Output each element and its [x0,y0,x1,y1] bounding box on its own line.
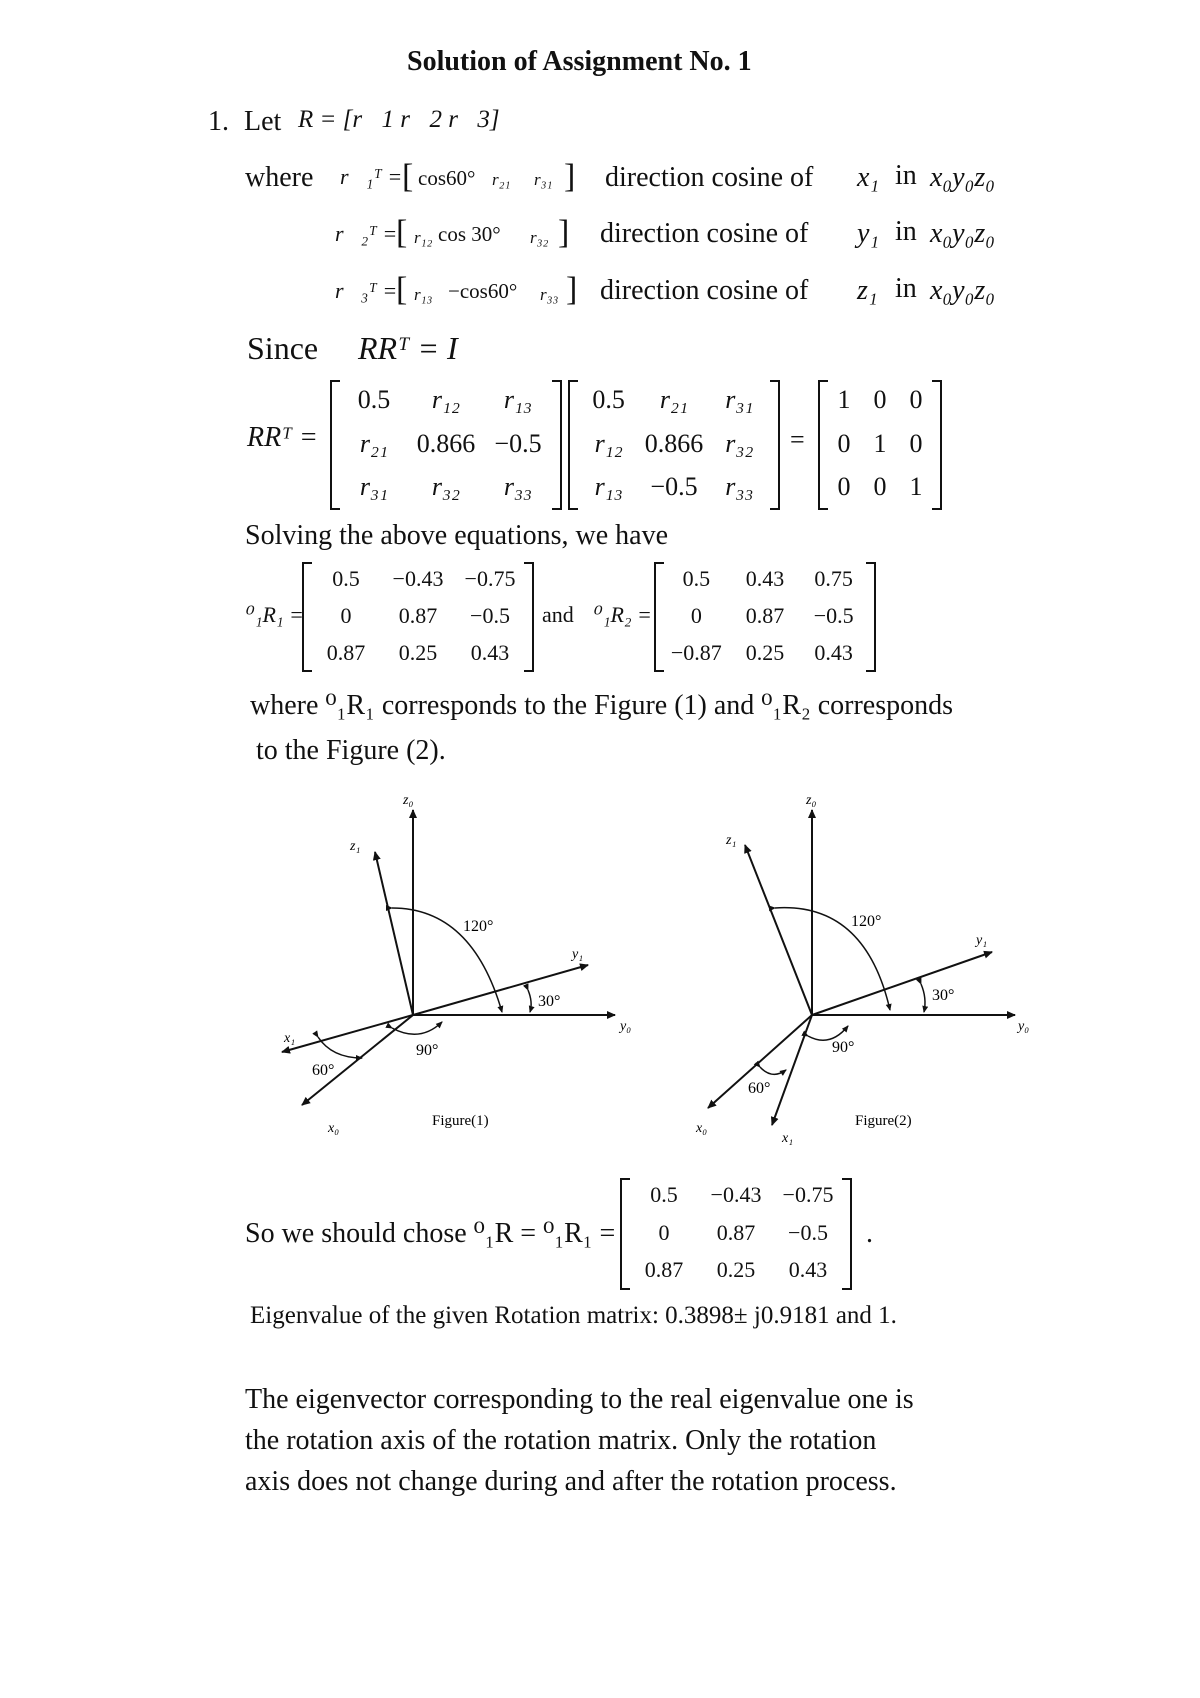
fig2-x0: x₀ [696,1121,708,1136]
r3-axis: z₁ [857,275,878,306]
chose-text: So we should chose ⁰₁R = ⁰₁R₁ = [245,1218,616,1249]
matrix-cell: 0.87 [716,1219,756,1245]
matrix-cell: 0 [837,471,851,501]
matrix-cell: 0.5 [682,566,711,592]
fig1-z1: z₁ [350,839,361,854]
bracket-left: [ [402,158,414,195]
r2-e1: r₁₂ [414,228,433,247]
matrix-cell: −0.5 [494,428,542,458]
r1-e1: cos60° [418,166,476,190]
matrix-cell: 0.5 [650,1182,678,1208]
page-title: Solution of Assignment No. 1 [407,46,752,77]
matrix-cell: 0.87 [644,1257,684,1283]
matrix-rrt-right [568,380,780,510]
fig2-a90: 90° [832,1039,855,1056]
axis-z1 [745,845,812,1015]
matrix-cell: r₁₃ [594,471,623,501]
matrix-cell: 0 [837,428,851,458]
bracket-left: [ [396,271,408,308]
matrix-cell: 0.25 [398,639,438,665]
fig2-a120: 120° [851,913,882,930]
where-word: where [245,162,314,193]
matrix-cell: −0.75 [464,566,516,592]
fig1-y0: y₀ [620,1019,632,1034]
matrix-cell: 1 [873,428,887,458]
matrix-cell: 0 [873,385,887,415]
matrix-cell: r₃₃ [725,471,754,501]
axis-y1 [812,952,992,1015]
fig2-a60: 60° [748,1080,771,1097]
matrix-cell: −0.43 [392,566,444,592]
axis-x1 [772,1015,812,1125]
fig1-y1: y₁ [572,947,584,962]
matrix-cell: 0.5 [592,385,625,415]
matrix-cell: 0.5 [332,566,360,592]
matrix-cell: 0.866 [416,428,476,458]
conclusion-line-1: The eigenvector corresponding to the real eigenvalue one is [245,1384,914,1415]
r2-axis: y₁ [857,218,880,249]
matrix-cell: 0 [658,1219,670,1245]
conclusion-line-2: the rotation axis of the rotation matrix. Only the rotation [245,1425,877,1456]
matrix-cell: 0 [909,385,923,415]
r2-in: in [895,216,917,247]
matrix-cell: 0 [909,428,923,458]
matrix-cell: 0.43 [788,1257,828,1283]
since-equation: RRᵀ = I [358,330,458,366]
matrix-cell: 0 [873,471,887,501]
fig1-caption: Figure(1) [432,1113,489,1129]
r1-in: in [895,160,917,191]
matrix-cell: r₂₁ [659,385,689,415]
r1-e2: r₂₁ [492,170,511,189]
fig2-y1: y₁ [976,933,988,948]
matrix-cell: 0.43 [470,639,510,665]
R2-label: ⁰₁R₂ = [594,602,652,627]
fig2-z1: z₁ [726,833,737,848]
R1-label: ⁰₁R₁ = [246,602,304,627]
matrix-identity [818,380,942,510]
eigenvalue-line: Eigenvalue of the given Rotation matrix: 0.3898± j0.9181 and 1. [250,1302,897,1329]
matrix-cell: r₂₁ [359,428,389,458]
arc-90 [392,1022,442,1034]
r3-desc: direction cosine of [600,275,809,306]
matrix-cell: 0.25 [716,1257,756,1283]
matrix-cell: 0 [690,603,702,629]
r2-lhs: r⃗₂ᵀ = [335,221,398,246]
matrix-cell: r₃₁ [725,385,754,415]
r2-e2: cos 30° [438,222,501,246]
matrix-cell: r₃₃ [503,471,533,501]
matrix-cell: 0.87 [398,603,438,629]
matrix-cell: r₁₂ [431,385,461,415]
matrix-rrt-left [330,380,562,510]
axis-z1 [375,852,413,1015]
matrix-cell: −0.43 [710,1182,762,1208]
fig1-z0: z₀ [403,793,414,808]
fig1-a60: 60° [312,1062,335,1079]
matrix-cell: 0.43 [745,566,785,592]
matrix-cell: 0.43 [814,639,853,665]
and-word: and [542,602,574,627]
equals-sign: = [790,425,805,454]
where-corresponds-line1: where ⁰₁R₁ corresponds to the Figure (1) and ⁰₁R₂ corresponds [250,690,954,721]
matrix-cell: 0.87 [745,603,785,629]
matrix-cell: r₃₂ [725,428,754,458]
figure-1 [270,790,650,1140]
fig2-a30: 30° [932,987,955,1004]
fig2-caption: Figure(2) [855,1113,912,1129]
r3-e3: r₃₃ [540,285,559,304]
conclusion-line-3: axis does not change during and after the rotation process. [245,1466,897,1497]
figure-2 [680,790,1060,1150]
r1-e3: r₃₁ [534,170,553,189]
bracket-right: ] [558,214,570,251]
matrix-cell: 0.866 [644,428,704,458]
chose-period: . [866,1218,873,1249]
matrix-cell: r₁₃ [503,385,533,415]
matrix-cell: −0.5 [470,603,510,629]
r1-frame: x₀y₀z₀ [930,162,995,193]
fig1-a120: 120° [463,918,494,935]
rrt-lhs: RRᵀ = [247,422,318,453]
fig2-x1: x₁ [782,1131,794,1146]
arc-60 [760,1067,786,1074]
r3-lhs: r⃗₃ᵀ = [335,278,398,303]
let-word: Let [244,106,282,137]
question-number: 1. [208,106,229,137]
matrix-cell: 0 [340,603,352,629]
matrix-cell: 0.5 [357,385,391,415]
matrix-cell: r₃₁ [359,471,389,501]
r2-e3: r₃₂ [530,228,549,247]
since-word: Since [247,330,319,366]
r2-frame: x₀y₀z₀ [930,218,995,249]
r3-in: in [895,273,917,304]
matrix-cell: −0.87 [670,639,722,665]
matrix-cell: r₁₂ [594,428,623,458]
matrix-cell: −0.5 [788,1219,828,1245]
matrix-R1 [302,562,534,672]
r1-lhs: r⃗₁ᵀ = [340,164,403,189]
matrix-cell: 0.75 [814,566,853,592]
arc-30 [921,984,925,1012]
matrix-chosen [620,1178,852,1290]
matrix-cell: −0.5 [650,471,698,501]
bracket-right: ] [566,271,578,308]
R-definition: R = [r⃗1 r⃗2 r⃗3] [298,106,500,133]
matrix-cell: 1 [909,471,923,501]
fig1-a90: 90° [416,1042,439,1059]
r3-frame: x₀y₀z₀ [930,275,995,306]
r2-desc: direction cosine of [600,218,809,249]
matrix-cell: 0.25 [745,639,785,665]
fig1-a30: 30° [538,993,561,1010]
bracket-left: [ [396,214,408,251]
matrix-cell: −0.5 [813,603,854,629]
matrix-cell: r₃₂ [431,471,461,501]
axis-x0 [302,1015,413,1105]
matrix-cell: 1 [837,385,851,415]
fig2-y0: y₀ [1018,1019,1030,1034]
axis-x1 [282,1015,413,1052]
r1-axis: x₁ [857,162,880,193]
bracket-right: ] [564,158,576,195]
fig1-x1: x₁ [284,1031,296,1046]
where-corresponds-line2: to the Figure (2). [256,735,446,766]
matrix-cell: −0.75 [782,1182,834,1208]
fig1-x0: x₀ [328,1121,340,1136]
matrix-cell: 0.87 [326,639,366,665]
matrix-R2 [654,562,876,672]
solving-text: Solving the above equations, we have [245,520,669,551]
fig2-z0: z₀ [806,793,817,808]
r3-e1: r₁₃ [414,285,433,304]
arc-30 [528,990,531,1012]
r1-desc: direction cosine of [605,162,814,193]
r3-e2: −cos60° [448,279,518,303]
